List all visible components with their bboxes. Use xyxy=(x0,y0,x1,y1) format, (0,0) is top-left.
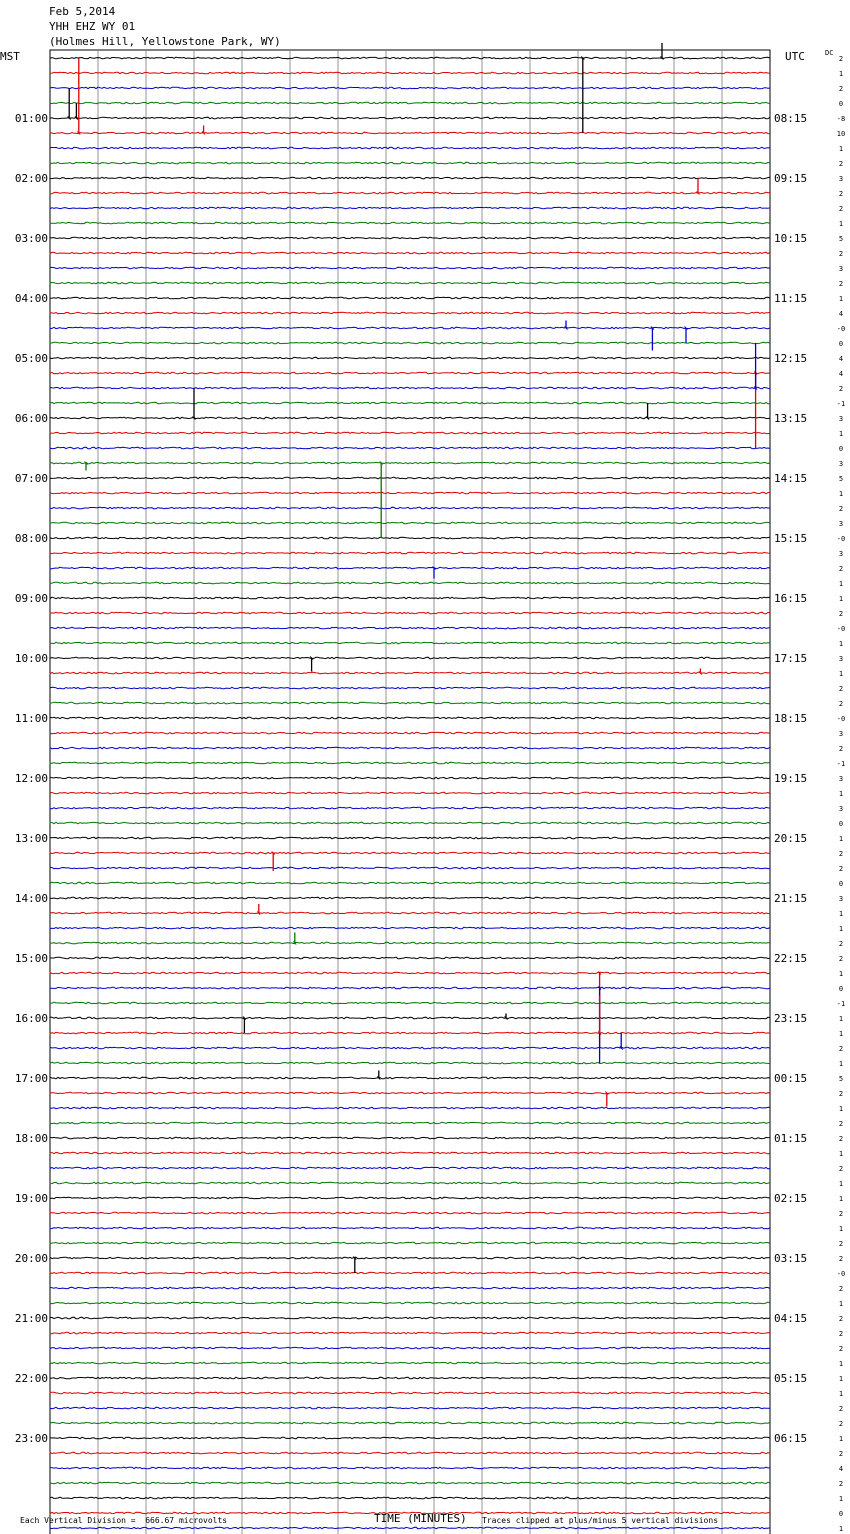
trace-row xyxy=(50,72,770,74)
trace-row xyxy=(50,747,770,749)
left-hour-label: 19:00 xyxy=(14,1192,48,1205)
trace-row xyxy=(50,762,770,764)
trace-row xyxy=(50,342,770,344)
trace-row xyxy=(50,642,770,644)
dc-offset-value: 1 xyxy=(838,430,844,438)
trace-row xyxy=(50,717,770,719)
trace-row xyxy=(50,1242,770,1244)
trace-row xyxy=(50,1197,770,1199)
left-hour-label: 15:00 xyxy=(14,952,48,965)
dc-offset-value: 2 xyxy=(838,385,844,393)
trace-row xyxy=(50,552,770,554)
trace-row xyxy=(50,537,770,539)
right-hour-label: 23:15 xyxy=(774,1012,808,1025)
trace-row xyxy=(50,1077,770,1079)
trace-row xyxy=(50,1152,770,1154)
dc-offset-value: 4 xyxy=(838,370,844,378)
dc-offset-value: 1 xyxy=(838,970,844,978)
dc-offset-value: 5 xyxy=(838,235,844,243)
right-zone-label: UTC xyxy=(785,50,805,63)
trace-row xyxy=(50,1182,770,1184)
trace-row xyxy=(50,1122,770,1124)
trace-row xyxy=(50,267,770,269)
dc-offset-value: 3 xyxy=(838,415,844,423)
right-hour-label: 21:15 xyxy=(774,892,808,905)
trace-row xyxy=(50,237,770,239)
trace-row xyxy=(50,732,770,734)
trace-row xyxy=(50,702,770,704)
dc-offset-value: 2 xyxy=(838,1450,844,1458)
dc-offset-value: 2 xyxy=(838,865,844,873)
trace-row xyxy=(50,507,770,509)
dc-offset-value: 2 xyxy=(838,850,844,858)
dc-offset-value: 2 xyxy=(838,1330,844,1338)
left-hour-label: 02:00 xyxy=(14,172,48,185)
x-axis-title: TIME (MINUTES) xyxy=(374,1512,467,1525)
dc-offset-value: 0 xyxy=(838,340,844,348)
trace-row xyxy=(50,1302,770,1304)
dc-offset-value: 2 xyxy=(838,1285,844,1293)
trace-row xyxy=(50,162,770,164)
dc-offset-value: 1 xyxy=(838,1375,844,1383)
left-hour-label: 01:00 xyxy=(14,112,48,125)
dc-offset-value: 2 xyxy=(838,1165,844,1173)
dc-offset-value: 1 xyxy=(838,1435,844,1443)
right-hour-label: 14:15 xyxy=(774,472,808,485)
trace-row xyxy=(50,567,770,569)
dc-offset-value: 2 xyxy=(838,700,844,708)
dc-offset-value: 2 xyxy=(838,250,844,258)
trace-row xyxy=(50,492,770,494)
dc-offset-value: 2 xyxy=(838,1135,844,1143)
right-hour-label: 10:15 xyxy=(774,232,808,245)
trace-row xyxy=(50,1002,770,1004)
trace-row xyxy=(50,792,770,794)
trace-row xyxy=(50,1287,770,1289)
right-hour-label: 11:15 xyxy=(774,292,808,305)
right-hour-label: 16:15 xyxy=(774,592,808,605)
trace-row xyxy=(50,1437,770,1439)
trace-row xyxy=(50,432,770,434)
trace-row xyxy=(50,1167,770,1169)
dc-offset-value: 1 xyxy=(838,925,844,933)
dc-offset-value: 1 xyxy=(838,1030,844,1038)
dc-offset-value: 1 xyxy=(838,640,844,648)
trace-row xyxy=(50,1407,770,1409)
dc-offset-value: 4 xyxy=(838,310,844,318)
dc-offset-value: 5 xyxy=(838,475,844,483)
trace-row xyxy=(50,1257,770,1259)
dc-offset-value: 2 xyxy=(838,1345,844,1353)
dc-offset-value: 2 xyxy=(838,940,844,948)
dc-offset-value: 3 xyxy=(838,895,844,903)
dc-offset-value: 1 xyxy=(838,1525,844,1533)
dc-offset-value: 2 xyxy=(838,1210,844,1218)
dc-offset-value: 2 xyxy=(838,1240,844,1248)
trace-row xyxy=(50,192,770,194)
trace-row xyxy=(50,462,770,464)
trace-row xyxy=(50,312,770,314)
right-hour-label: 15:15 xyxy=(774,532,808,545)
dc-offset-value: 3 xyxy=(838,520,844,528)
dc-offset-value: -8 xyxy=(836,115,846,123)
dc-offset-value: 2 xyxy=(838,1045,844,1053)
right-hour-label: 06:15 xyxy=(774,1432,808,1445)
right-hour-label: 22:15 xyxy=(774,952,808,965)
left-zone-label: MST xyxy=(0,50,20,63)
trace-row xyxy=(50,147,770,149)
dc-offset-value: 2 xyxy=(838,745,844,753)
trace-row xyxy=(50,1467,770,1469)
left-hour-label: 07:00 xyxy=(14,472,48,485)
trace-row xyxy=(50,612,770,614)
left-hour-label: 09:00 xyxy=(14,592,48,605)
trace-row xyxy=(50,297,770,299)
trace-row xyxy=(50,687,770,689)
dc-offset-value: 4 xyxy=(838,1465,844,1473)
trace-row xyxy=(50,1392,770,1394)
trace-row xyxy=(50,582,770,584)
dc-offset-value: 1 xyxy=(838,1105,844,1113)
right-hour-label: 00:15 xyxy=(774,1072,808,1085)
trace-row xyxy=(50,912,770,914)
dc-offset-value: 1 xyxy=(838,595,844,603)
trace-row xyxy=(50,252,770,254)
trace-row xyxy=(50,1497,770,1499)
dc-offset-value: 2 xyxy=(838,205,844,213)
header-date: Feb 5,2014 xyxy=(49,5,116,18)
dc-offset-value: 2 xyxy=(838,1405,844,1413)
trace-row xyxy=(50,372,770,374)
trace-row xyxy=(50,1452,770,1454)
trace-row xyxy=(50,522,770,524)
left-hour-label: 23:00 xyxy=(14,1432,48,1445)
dc-offset-value: 1 xyxy=(838,1180,844,1188)
left-hour-label: 03:00 xyxy=(14,232,48,245)
dc-offset-value: 10 xyxy=(836,130,846,138)
left-hour-label: 21:00 xyxy=(14,1312,48,1325)
left-hour-label: 06:00 xyxy=(14,412,48,425)
dc-offset-value: 1 xyxy=(838,1150,844,1158)
right-hour-label: 02:15 xyxy=(774,1192,808,1205)
clip-note: Traces clipped at plus/minus 5 vertical divisions xyxy=(482,1516,719,1525)
dc-offset-value: 1 xyxy=(838,220,844,228)
dc-offset-value: 3 xyxy=(838,655,844,663)
trace-row xyxy=(50,102,770,104)
dc-offset-value: 1 xyxy=(838,1225,844,1233)
dc-offset-value: 1 xyxy=(838,835,844,843)
dc-offset-value: 1 xyxy=(838,1495,844,1503)
dc-offset-value: 2 xyxy=(838,190,844,198)
trace-row xyxy=(50,597,770,599)
dc-offset-value: 2 xyxy=(838,1255,844,1263)
right-hour-label: 17:15 xyxy=(774,652,808,665)
trace-row xyxy=(50,132,770,134)
dc-offset-value: 0 xyxy=(838,1510,844,1518)
header-station: YHH EHZ WY 01 xyxy=(49,20,136,33)
trace-row xyxy=(50,1317,770,1319)
trace-row xyxy=(50,852,770,854)
plot-frame xyxy=(50,50,770,1534)
trace-row xyxy=(50,1137,770,1139)
dc-offset-value: 1 xyxy=(838,145,844,153)
left-hour-label: 12:00 xyxy=(14,772,48,785)
trace-row xyxy=(50,1092,770,1094)
trace-row xyxy=(50,477,770,479)
dc-offset-value: 2 xyxy=(838,1090,844,1098)
dc-offset-value: 4 xyxy=(838,355,844,363)
right-hour-label: 12:15 xyxy=(774,352,808,365)
left-hour-label: 04:00 xyxy=(14,292,48,305)
dc-offset-value: 3 xyxy=(838,775,844,783)
dc-offset-value: -0 xyxy=(836,715,846,723)
dc-offset-value: -0 xyxy=(836,325,846,333)
dc-offset-value: 1 xyxy=(838,580,844,588)
right-hour-label: 01:15 xyxy=(774,1132,808,1145)
left-hour-label: 13:00 xyxy=(14,832,48,845)
trace-row xyxy=(50,987,770,989)
trace-row xyxy=(50,1347,770,1349)
dc-offset-value: 5 xyxy=(838,1075,844,1083)
trace-row xyxy=(50,1527,770,1529)
dc-offset-value: -0 xyxy=(836,625,846,633)
left-hour-label: 10:00 xyxy=(14,652,48,665)
trace-row xyxy=(50,387,770,389)
dc-offset-value: -1 xyxy=(836,1000,846,1008)
dc-offset-value: 2 xyxy=(838,1315,844,1323)
right-hour-label: 18:15 xyxy=(774,712,808,725)
trace-row xyxy=(50,1422,770,1424)
dc-offset-value: 3 xyxy=(838,805,844,813)
left-hour-label: 14:00 xyxy=(14,892,48,905)
trace-row xyxy=(50,1212,770,1214)
dc-offset-value: 1 xyxy=(838,1360,844,1368)
dc-offset-value: 1 xyxy=(838,910,844,918)
dc-offset-value: 2 xyxy=(838,610,844,618)
dc-offset-value: 2 xyxy=(838,685,844,693)
dc-offset-value: 0 xyxy=(838,100,844,108)
left-hour-label: 17:00 xyxy=(14,1072,48,1085)
left-hour-label: 11:00 xyxy=(14,712,48,725)
dc-offset-value: 1 xyxy=(838,1015,844,1023)
trace-row xyxy=(50,897,770,899)
dc-offset-value: -1 xyxy=(836,400,846,408)
left-hour-label: 20:00 xyxy=(14,1252,48,1265)
right-hour-label: 20:15 xyxy=(774,832,808,845)
dc-offset-value: -0 xyxy=(836,535,846,543)
trace-row xyxy=(50,402,770,404)
dc-offset-value: 1 xyxy=(838,1300,844,1308)
dc-offset-value: 1 xyxy=(838,70,844,78)
dc-offset-value: 3 xyxy=(838,550,844,558)
dc-offset-value: 1 xyxy=(838,790,844,798)
trace-row xyxy=(50,672,770,674)
trace-row xyxy=(50,447,770,449)
trace-row xyxy=(50,957,770,959)
trace-row xyxy=(50,1107,770,1109)
right-hour-label: 05:15 xyxy=(774,1372,808,1385)
dc-offset-value: 1 xyxy=(838,490,844,498)
trace-row xyxy=(50,327,770,329)
trace-row xyxy=(50,117,770,119)
trace-row xyxy=(50,882,770,884)
dc-offset-value: 1 xyxy=(838,670,844,678)
trace-row xyxy=(50,822,770,824)
trace-row xyxy=(50,222,770,224)
dc-offset-value: 0 xyxy=(838,820,844,828)
dc-offset-value: 3 xyxy=(838,730,844,738)
dc-offset-value: 2 xyxy=(838,1120,844,1128)
dc-offset-value: 1 xyxy=(838,1060,844,1068)
trace-row xyxy=(50,927,770,929)
trace-row xyxy=(50,1062,770,1064)
left-hour-label: 05:00 xyxy=(14,352,48,365)
dc-offset-value: 3 xyxy=(838,175,844,183)
right-hour-label: 04:15 xyxy=(774,1312,808,1325)
dc-offset-value: 2 xyxy=(838,1480,844,1488)
trace-row xyxy=(50,417,770,419)
dc-offset-value: 1 xyxy=(838,1390,844,1398)
dc-offset-value: 2 xyxy=(838,160,844,168)
trace-row xyxy=(50,972,770,974)
dc-offset-value: 2 xyxy=(838,55,844,63)
left-hour-label: 16:00 xyxy=(14,1012,48,1025)
header-location: (Holmes Hill, Yellowstone Park, WY) xyxy=(49,35,281,48)
trace-row xyxy=(50,627,770,629)
trace-row xyxy=(50,657,770,659)
left-hour-label: 18:00 xyxy=(14,1132,48,1145)
right-hour-label: 03:15 xyxy=(774,1252,808,1265)
right-hour-label: 08:15 xyxy=(774,112,808,125)
trace-row xyxy=(50,1362,770,1364)
left-hour-label: 08:00 xyxy=(14,532,48,545)
dc-label: DC xyxy=(825,49,834,57)
dc-offset-value: 2 xyxy=(838,85,844,93)
dc-offset-value: 2 xyxy=(838,1420,844,1428)
trace-row xyxy=(50,177,770,179)
trace-row xyxy=(50,1332,770,1334)
trace-row xyxy=(50,1377,770,1379)
trace-row xyxy=(50,942,770,944)
dc-offset-value: 2 xyxy=(838,280,844,288)
trace-row xyxy=(50,282,770,284)
right-hour-label: 09:15 xyxy=(774,172,808,185)
trace-row xyxy=(50,867,770,869)
dc-offset-value: 0 xyxy=(838,985,844,993)
dc-offset-value: -0 xyxy=(836,1270,846,1278)
trace-row xyxy=(50,1227,770,1229)
trace-row xyxy=(50,1032,770,1034)
dc-offset-value: 2 xyxy=(838,955,844,963)
dc-offset-value: 1 xyxy=(838,1195,844,1203)
dc-offset-value: 3 xyxy=(838,265,844,273)
dc-offset-value: 2 xyxy=(838,565,844,573)
trace-row xyxy=(50,1272,770,1274)
trace-row xyxy=(50,807,770,809)
right-hour-label: 13:15 xyxy=(774,412,808,425)
trace-row xyxy=(50,1047,770,1049)
trace-row xyxy=(50,777,770,779)
trace-row xyxy=(50,87,770,89)
trace-row xyxy=(50,207,770,209)
dc-offset-value: 1 xyxy=(838,295,844,303)
dc-offset-value: 2 xyxy=(838,505,844,513)
trace-row xyxy=(50,357,770,359)
trace-row xyxy=(50,837,770,839)
right-hour-label: 19:15 xyxy=(774,772,808,785)
scale-note: Each Vertical Division = 666.67 microvolts xyxy=(20,1516,228,1525)
dc-offset-value: 3 xyxy=(838,460,844,468)
trace-row xyxy=(50,1017,770,1019)
trace-row xyxy=(50,1482,770,1484)
left-hour-label: 22:00 xyxy=(14,1372,48,1385)
dc-offset-value: 0 xyxy=(838,880,844,888)
dc-offset-value: -1 xyxy=(836,760,846,768)
dc-offset-value: 0 xyxy=(838,445,844,453)
